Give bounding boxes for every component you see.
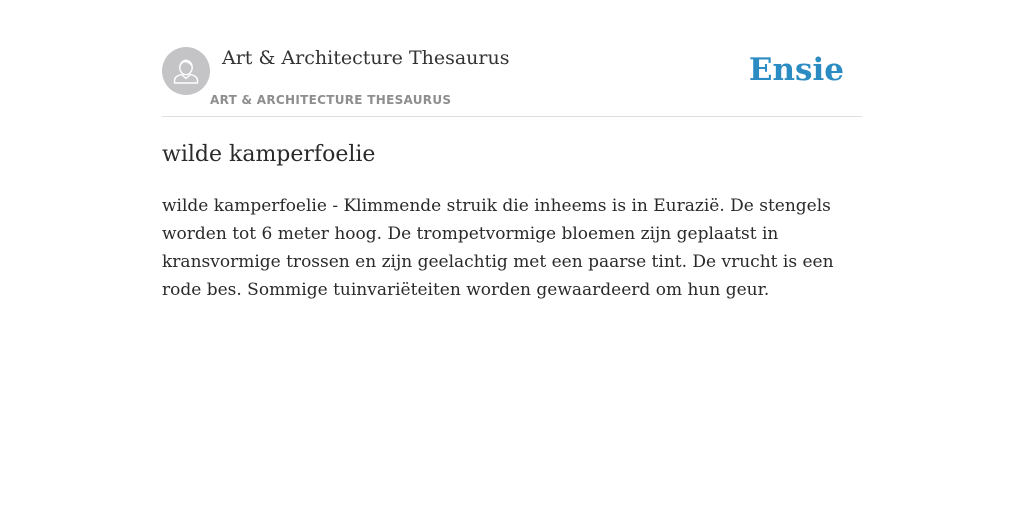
page-header	[162, 46, 862, 117]
term-definition: wilde kamperfoelie - Klimmende struik die inheems is in Eurazië. De stengels worden tot 6 meter hoog. De trompetvormige bloemen zijn geplaatst in kransvormige trossen en zijn geelachtig met een paarse tint. De vrucht is een rode bes. Sommige tuinvariëteiten worden gewaardeerd om hun geur.	[162, 196, 834, 300]
term-title: wilde kamperfoelie	[162, 142, 376, 167]
source-label[interactable]: ART & ARCHITECTURE THESAURUS	[210, 93, 452, 107]
ensie-logo[interactable]: Ensie	[748, 52, 844, 88]
author-avatar[interactable]	[162, 47, 210, 95]
user-avatar-icon	[162, 47, 210, 95]
author-name[interactable]: Art & Architecture Thesaurus	[222, 47, 510, 69]
